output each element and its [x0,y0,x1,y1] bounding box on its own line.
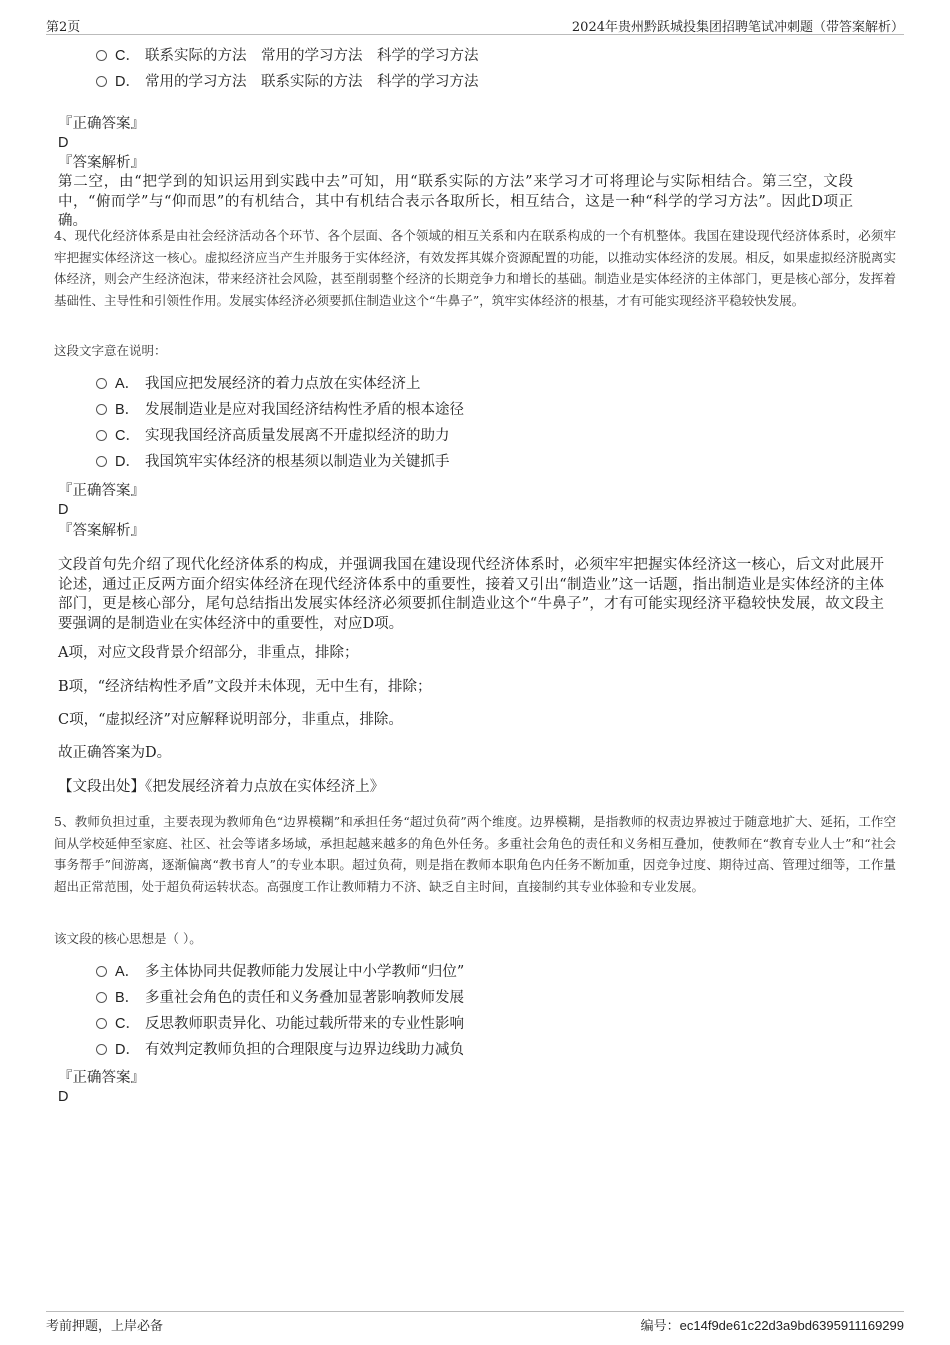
q4-line-c: C项，“虚拟经济”对应解释说明部分，非重点，排除。 [58,712,403,728]
q5-option-c[interactable]: C． 反思教师职责异化、功能过载所带来的专业性影响 [96,1013,464,1035]
page-footer [46,1311,904,1334]
q4-answer: D [58,502,69,518]
radio-icon[interactable] [96,50,107,61]
q4-option-c[interactable]: C． 实现我国经济高质量发展离不开虚拟经济的助力 [96,425,450,447]
radio-icon[interactable] [96,430,107,441]
radio-icon[interactable] [96,404,107,415]
q3-option-d[interactable]: D． 常用的学习方法 联系实际的方法 科学的学习方法 [96,71,479,93]
q5-stem: 该文段的核心思想是（ ）。 [54,931,202,946]
q4-option-b[interactable]: B． 发展制造业是应对我国经济结构性矛盾的根本途径 [96,399,464,421]
q3-analysis-label: 『答案解析』 [58,155,145,171]
document-title: 2024年贵州黔跃城投集团招聘笔试冲刺题（带答案解析） [571,20,904,35]
q3-answer-label: 『正确答案』 [58,116,145,132]
q4-passage: 4、现代化经济体系是由社会经济活动各个环节、各个层面、各个领域的相互关系和内在联系构成的一个有机整体。我国在建设现代经济体系时，必须牢牢把握实体经济这一核心。虚拟经济应当产生并服务于实体经济，有效发挥其媒介资源配置的功能，以推动实体经济的发展。相反，如果虚拟经济脱离实体经济，则会产生经济泡沫，带来经济社会风险，甚至削弱整个经济的长期竞争力和增长的基础。制造业是实体经济的主体部门，更是核心部分，发挥着基础性、主导性和引领性作用。发展实体经济必须要抓住制造业这个“牛鼻子”，筑牢实体经济的根基，才有可能实现经济平稳较快发展。 [54,228,896,308]
q4-analysis: 文段首句先介绍了现代化经济体系的构成，并强调我国在建设现代经济体系时，必须牢牢把握实体经济这一核心，后文对此展开论述，通过正反两方面介绍实体经济在现代经济体系中的重要性，接着又引出“制造业”这一话题，指出制造业是实体经济的主体部门，更是核心部分，尾句总结指出发展实体经济必须要抓住制造业这个“牛鼻子”，才有可能实现经济平稳较快发展，故文段主要强调的是制造业在实体经济中的重要性，对应D项。 [58,557,884,632]
q4-analysis-label: 『答案解析』 [58,523,145,539]
q5-answer: D [58,1089,69,1105]
page-header [46,14,904,35]
q5-answer-label: 『正确答案』 [58,1070,145,1086]
q3-answer: D [58,135,69,151]
q4-option-a[interactable]: A． 我国应把发展经济的着力点放在实体经济上 [96,373,421,395]
page-number: 第2页 [46,20,81,35]
q4-option-d[interactable]: D． 我国筑牢实体经济的根基须以制造业为关键抓手 [96,451,450,473]
q4-line-a: A项，对应文段背景介绍部分，非重点，排除； [58,645,359,661]
q5-passage: 5、教师负担过重，主要表现为教师角色“边界模糊”和承担任务“超过负荷”两个维度。边界模糊，是指教师的权责边界被过于随意地扩大、延拓，工作空间从学校延伸至家庭、社区、社会等诸多场域，承担起越来越多的角色外任务。多重社会角色的责任和义务相互叠加，使教师在“教育专业人士”和“社会事务帮手”间游离，逐渐偏离“教书育人”的专业本职。超过负荷，则是指在教师本职角色内任务不断加重，因竞争过度、期待过高、管理过细等，工作量超出正常范围，处于超负荷运转状态。高强度工作让教师精力不济、缺乏自主时间，直接制约其专业体验和专业发展。 [54,814,896,894]
radio-icon[interactable] [96,966,107,977]
q5-option-d[interactable]: D． 有效判定教师负担的合理限度与边界边线助力减负 [96,1039,464,1061]
radio-icon[interactable] [96,76,107,87]
q4-source: 【文段出处】《把发展经济着力点放在实体经济上》 [58,779,385,795]
footer-code: 编号：ec14f9de61c22d3a9bd6395911169299 [640,1318,904,1334]
q4-conclusion: 故正确答案为D。 [58,745,172,761]
radio-icon[interactable] [96,1044,107,1055]
q4-stem: 这段文字意在说明： [54,343,167,358]
footer-slogan: 考前押题，上岸必备 [46,1319,164,1334]
radio-icon[interactable] [96,456,107,467]
q5-option-a[interactable]: A． 多主体协同共促教师能力发展让中小学教师“归位” [96,961,464,983]
radio-icon[interactable] [96,378,107,389]
q3-analysis: 第二空，由“把学到的知识运用到实践中去”可知，用“联系实际的方法”来学习才可将理论与实际相结合。第三空，文段中，“俯而学”与“仰而思”的有机结合，其中有机结合表示各取所长，相互结合，这是一种“科学的学习方法”。因此D项正确。 [58,174,853,229]
q5-option-b[interactable]: B． 多重社会角色的责任和义务叠加显著影响教师发展 [96,987,464,1009]
q4-line-b: B项，“经济结构性矛盾”文段并未体现，无中生有，排除； [58,679,432,695]
radio-icon[interactable] [96,1018,107,1029]
radio-icon[interactable] [96,992,107,1003]
q3-option-c[interactable]: C． 联系实际的方法 常用的学习方法 科学的学习方法 [96,45,479,67]
q4-answer-label: 『正确答案』 [58,483,145,499]
